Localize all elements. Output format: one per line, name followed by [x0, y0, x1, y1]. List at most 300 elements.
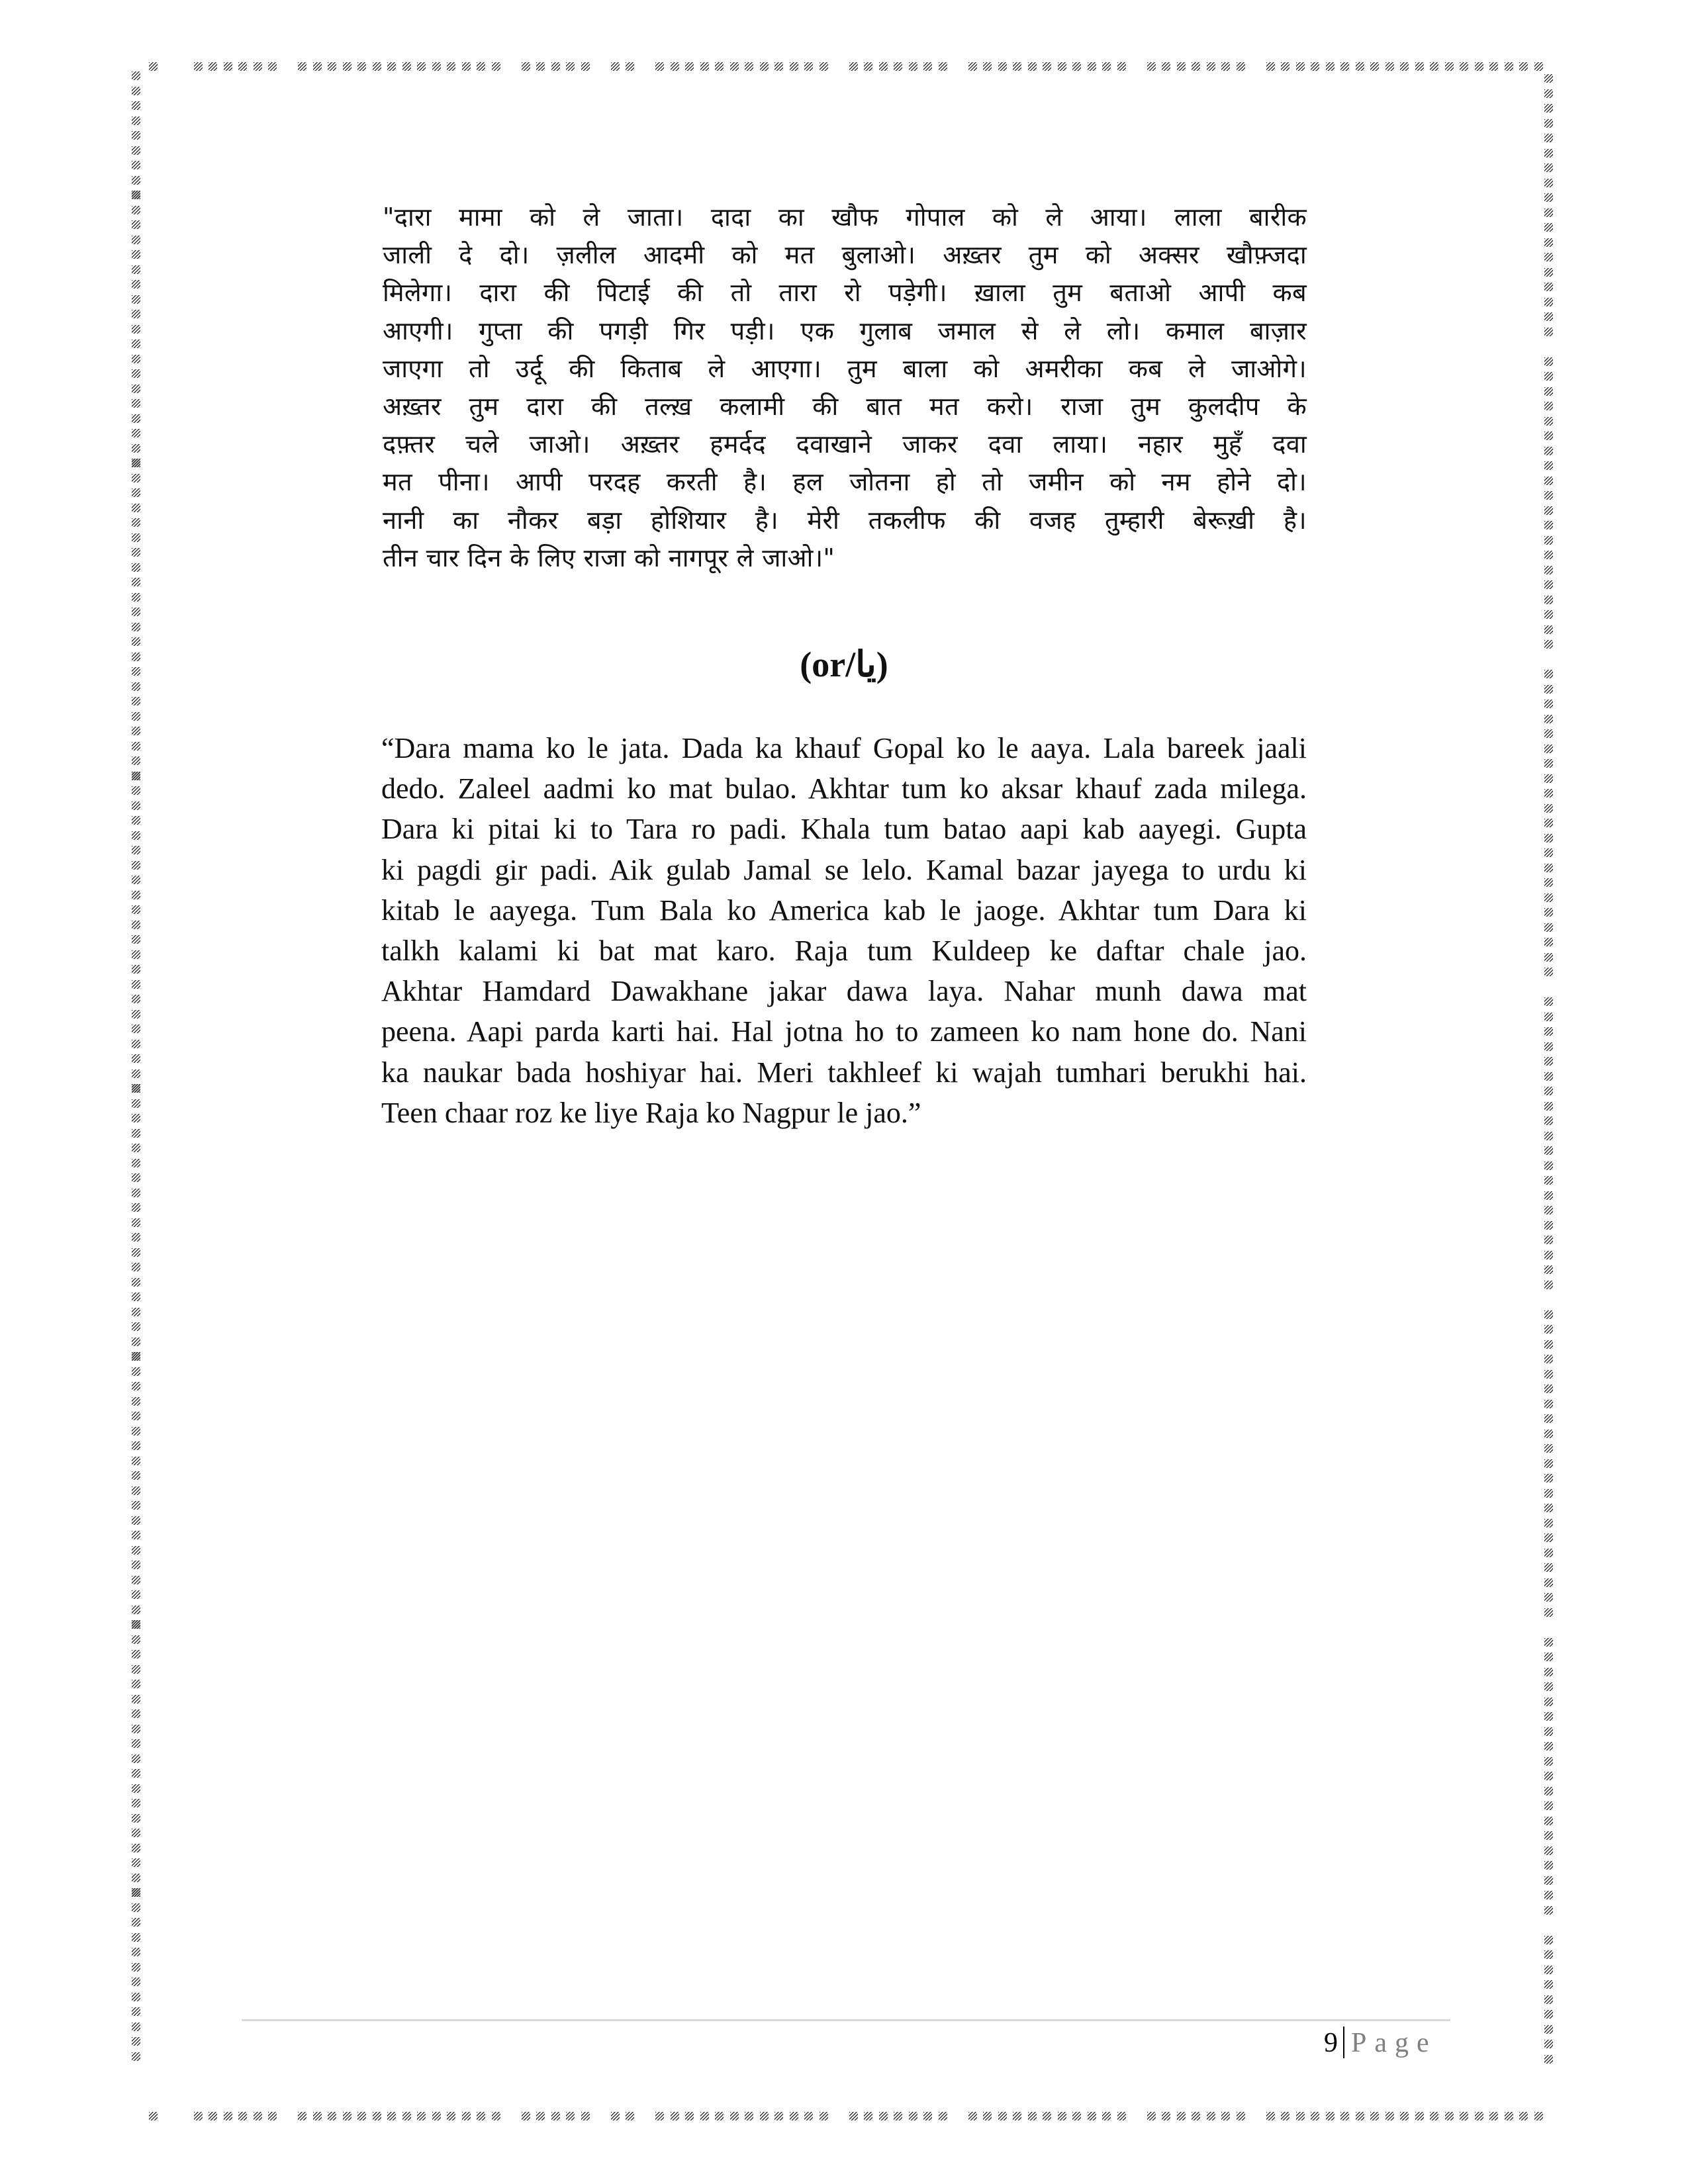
border-mark-icon	[641, 2112, 649, 2120]
border-mark-icon	[132, 236, 140, 244]
border-mark-icon	[132, 459, 140, 467]
border-mark-icon	[1102, 62, 1111, 71]
english-line: talkh kalami ki bat mat karo. Raja tum Kuldeep ke daftar chale jao.	[381, 934, 1307, 967]
border-mark-icon	[132, 1933, 140, 1942]
border-mark-icon	[1544, 238, 1553, 247]
border-mark-icon	[968, 2112, 977, 2120]
border-mark-icon	[132, 1993, 140, 2001]
border-mark-icon	[1544, 1504, 1553, 1512]
border-mark-icon	[1544, 1474, 1553, 1482]
border-mark-icon	[1192, 2112, 1200, 2120]
border-mark-icon	[1326, 62, 1335, 71]
border-mark-icon	[1544, 729, 1553, 738]
border-mark-icon	[611, 62, 620, 71]
border-mark-icon	[132, 905, 140, 914]
border-mark-icon	[1266, 62, 1275, 71]
border-mark-icon	[1544, 1057, 1553, 1066]
border-mark-icon	[581, 62, 590, 71]
border-mark-icon	[132, 593, 140, 602]
border-mark-icon	[132, 1040, 140, 1048]
border-mark-icon	[387, 62, 396, 71]
border-mark-icon	[132, 1784, 140, 1793]
border-mark-icon	[132, 1695, 140, 1704]
border-mark-icon	[1544, 983, 1553, 991]
border-mark-icon	[194, 62, 203, 71]
border-mark-icon	[1544, 298, 1553, 306]
border-mark-icon	[373, 2112, 381, 2120]
border-mark-icon	[1544, 1325, 1553, 1334]
border-mark-icon	[1544, 268, 1553, 277]
border-mark-icon	[1544, 1236, 1553, 1244]
border-mark-icon	[655, 62, 664, 71]
border-mark-icon	[132, 191, 140, 199]
border-mark-icon	[132, 1948, 140, 1956]
border-mark-icon	[132, 816, 140, 825]
border-mark-icon	[132, 1010, 140, 1019]
border-mark-icon	[132, 87, 140, 95]
english-line: ki pagdi gir padi. Aik gulab Jamal se lelo. Kamal bazar jayega to urdu ki	[381, 853, 1307, 886]
border-mark-icon	[447, 2112, 455, 2120]
border-mark-icon	[132, 2007, 140, 2016]
border-mark-icon	[132, 712, 140, 721]
border-mark-icon	[132, 1248, 140, 1257]
border-mark-icon	[132, 1754, 140, 1763]
border-mark-icon	[132, 280, 140, 289]
border-mark-icon	[179, 62, 187, 71]
border-mark-icon	[1544, 1459, 1553, 1468]
border-mark-icon	[1544, 908, 1553, 917]
hindi-line: जाएगा तो उर्दू की किताब ले आएगा। तुम बाला को अमरीका कब ले जाओगे।	[383, 353, 1307, 383]
border-mark-icon	[1544, 893, 1553, 902]
border-mark-icon	[1544, 1638, 1553, 1647]
border-mark-icon	[1544, 759, 1553, 768]
border-mark-icon	[328, 2112, 336, 2120]
border-mark-icon	[1519, 62, 1528, 71]
border-mark-icon	[715, 2112, 724, 2120]
border-mark-icon	[1544, 163, 1553, 172]
border-mark-icon	[774, 62, 783, 71]
border-mark-icon	[1415, 2112, 1424, 2120]
border-mark-icon	[132, 1293, 140, 1301]
border-mark-icon	[132, 1338, 140, 1346]
border-mark-icon	[1544, 1623, 1553, 1631]
border-mark-icon	[1221, 62, 1230, 71]
border-mark-icon	[1102, 2112, 1111, 2120]
border-mark-icon	[760, 62, 769, 71]
border-mark-icon	[238, 62, 247, 71]
border-mark-icon	[132, 429, 140, 437]
border-mark-icon	[655, 2112, 664, 2120]
border-mark-icon	[1281, 2112, 1289, 2120]
border-mark-icon	[1544, 417, 1553, 426]
border-mark-icon	[1311, 2112, 1319, 2120]
border-mark-icon	[132, 504, 140, 512]
border-mark-icon	[209, 2112, 217, 2120]
border-mark-icon	[1544, 1102, 1553, 1111]
border-mark-icon	[1544, 774, 1553, 783]
border-mark-icon	[132, 1590, 140, 1599]
border-mark-icon	[1544, 342, 1553, 351]
border-mark-icon	[939, 62, 947, 71]
hindi-line: आएगी। गुप्ता की पगड़ी गिर पड़ी। एक गुलाब जमाल से ले लो। कमाल बाज़ार	[383, 316, 1307, 345]
border-mark-icon	[1544, 461, 1553, 470]
border-mark-icon	[268, 2112, 277, 2120]
border-mark-icon	[1544, 1772, 1553, 1780]
border-mark-icon	[1356, 2112, 1364, 2120]
border-mark-icon	[132, 518, 140, 527]
border-mark-icon	[1544, 1891, 1553, 1899]
border-mark-icon	[1326, 2112, 1335, 2120]
border-mark-icon	[1544, 1414, 1553, 1423]
border-mark-icon	[1544, 1221, 1553, 1230]
border-mark-icon	[1237, 62, 1245, 71]
border-mark-icon	[685, 62, 694, 71]
border-mark-icon	[132, 220, 140, 229]
page-border-bottom	[149, 2112, 1549, 2121]
english-line: Dara ki pitai ki to Tara ro padi. Khala tum batao aapi kab aayegi. Gupta	[381, 813, 1307, 846]
border-mark-icon	[700, 2112, 709, 2120]
border-mark-icon	[1544, 1757, 1553, 1766]
border-mark-icon	[1385, 2112, 1394, 2120]
border-mark-icon	[164, 62, 173, 71]
border-mark-icon	[551, 62, 560, 71]
border-mark-icon	[671, 62, 679, 71]
border-mark-icon	[1400, 2112, 1409, 2120]
border-mark-icon	[1544, 1444, 1553, 1453]
border-mark-icon	[1147, 62, 1156, 71]
border-mark-icon	[1544, 2055, 1553, 2064]
border-mark-icon	[132, 250, 140, 259]
border-mark-icon	[1544, 789, 1553, 797]
border-mark-icon	[283, 2112, 292, 2120]
border-mark-icon	[132, 1233, 140, 1242]
border-mark-icon	[506, 62, 515, 71]
border-mark-icon	[998, 2112, 1007, 2120]
border-mark-icon	[1544, 2025, 1553, 2034]
border-mark-icon	[1370, 62, 1379, 71]
border-mark-icon	[804, 2112, 813, 2120]
border-mark-icon	[462, 62, 471, 71]
border-mark-icon	[462, 2112, 471, 2120]
border-mark-icon	[402, 2112, 411, 2120]
border-mark-icon	[1544, 1161, 1553, 1170]
border-mark-icon	[1544, 1831, 1553, 1840]
hindi-paragraph	[383, 199, 1307, 577]
border-mark-icon	[132, 1173, 140, 1182]
border-mark-icon	[132, 474, 140, 482]
border-mark-icon	[254, 62, 262, 71]
border-mark-icon	[132, 891, 140, 899]
border-mark-icon	[132, 2052, 140, 2061]
border-mark-icon	[611, 2112, 620, 2120]
border-mark-icon	[1544, 1132, 1553, 1140]
border-mark-icon	[132, 1486, 140, 1495]
border-mark-icon	[1445, 62, 1454, 71]
border-mark-icon	[132, 1099, 140, 1108]
border-mark-icon	[1534, 2112, 1543, 2120]
border-mark-icon	[132, 1874, 140, 1882]
border-mark-icon	[1544, 1116, 1553, 1125]
border-mark-icon	[1058, 62, 1066, 71]
border-mark-icon	[132, 935, 140, 944]
border-mark-icon	[132, 533, 140, 542]
border-mark-icon	[1544, 1563, 1553, 1572]
border-mark-icon	[132, 414, 140, 423]
border-mark-icon	[179, 2112, 187, 2120]
border-mark-icon	[894, 62, 902, 71]
border-mark-icon	[1088, 62, 1096, 71]
border-mark-icon	[1544, 1608, 1553, 1617]
border-mark-icon	[1162, 62, 1170, 71]
border-mark-icon	[1544, 1295, 1553, 1304]
border-mark-icon	[1207, 62, 1215, 71]
border-mark-icon	[939, 2112, 947, 2120]
border-mark-icon	[1544, 1013, 1553, 1021]
border-mark-icon	[132, 756, 140, 765]
border-mark-icon	[1544, 223, 1553, 232]
border-mark-icon	[983, 62, 992, 71]
border-mark-icon	[834, 2112, 843, 2120]
border-mark-icon	[1544, 1578, 1553, 1587]
border-mark-icon	[132, 1427, 140, 1435]
border-mark-icon	[1544, 1206, 1553, 1214]
border-mark-icon	[1544, 566, 1553, 574]
border-mark-icon	[132, 1844, 140, 1852]
border-mark-icon	[132, 995, 140, 1003]
border-mark-icon	[879, 2112, 888, 2120]
border-mark-icon	[804, 62, 813, 71]
border-mark-icon	[1544, 580, 1553, 589]
page-label: Page	[1351, 2028, 1437, 2058]
border-mark-icon	[1544, 74, 1553, 83]
border-mark-icon	[417, 2112, 426, 2120]
border-mark-icon	[492, 2112, 500, 2120]
border-mark-icon	[313, 2112, 322, 2120]
border-mark-icon	[1544, 149, 1553, 158]
border-mark-icon	[132, 1620, 140, 1629]
border-mark-icon	[1505, 62, 1513, 71]
border-mark-icon	[522, 62, 530, 71]
border-mark-icon	[522, 2112, 530, 2120]
hindi-line: तीन चार दिन के लिए राजा को नागपूर ले जाओ।"	[383, 543, 835, 572]
border-mark-icon	[132, 265, 140, 274]
border-mark-icon	[1544, 1385, 1553, 1393]
border-mark-icon	[132, 1367, 140, 1376]
english-line: kitab le aayega. Tum Bala ko America kab le jaoge. Akhtar tum Dara ki	[381, 893, 1307, 927]
border-mark-icon	[132, 1159, 140, 1167]
border-mark-icon	[1544, 312, 1553, 321]
border-mark-icon	[132, 1546, 140, 1555]
border-mark-icon	[1544, 119, 1553, 128]
border-mark-icon	[923, 2112, 932, 2120]
border-mark-icon	[953, 62, 962, 71]
border-mark-icon	[909, 2112, 917, 2120]
border-mark-icon	[1544, 1906, 1553, 1915]
border-mark-icon	[132, 310, 140, 318]
border-mark-icon	[1544, 625, 1553, 634]
border-mark-icon	[1544, 1191, 1553, 1200]
page-footer	[1324, 2026, 1437, 2059]
border-mark-icon	[1013, 2112, 1021, 2120]
border-mark-icon	[1544, 1072, 1553, 1081]
border-mark-icon	[879, 62, 888, 71]
border-mark-icon	[1177, 62, 1186, 71]
border-mark-icon	[909, 62, 917, 71]
border-mark-icon	[1147, 2112, 1156, 2120]
border-mark-icon	[1043, 2112, 1051, 2120]
border-mark-icon	[536, 2112, 545, 2120]
border-mark-icon	[132, 1739, 140, 1748]
border-mark-icon	[1544, 968, 1553, 976]
border-mark-icon	[1028, 2112, 1037, 2120]
border-mark-icon	[1281, 62, 1289, 71]
border-mark-icon	[820, 62, 828, 71]
border-mark-icon	[132, 623, 140, 631]
border-mark-icon	[432, 2112, 441, 2120]
border-mark-icon	[132, 965, 140, 974]
or-separator: (or/یا)	[800, 645, 888, 684]
border-mark-icon	[1544, 997, 1553, 1006]
border-mark-icon	[1544, 1698, 1553, 1706]
border-mark-icon	[1544, 923, 1553, 932]
border-mark-icon	[1544, 700, 1553, 708]
border-mark-icon	[132, 325, 140, 334]
border-mark-icon	[1544, 1251, 1553, 1259]
english-line: peena. Aapi parda karti hai. Hal jotna ho to zameen ko nam hone do. Nani	[381, 1015, 1307, 1048]
border-mark-icon	[132, 1024, 140, 1033]
border-mark-icon	[864, 2112, 872, 2120]
border-mark-icon	[1415, 62, 1424, 71]
border-mark-icon	[373, 62, 381, 71]
border-mark-icon	[254, 2112, 262, 2120]
border-mark-icon	[328, 62, 336, 71]
border-mark-icon	[149, 62, 158, 71]
border-mark-icon	[864, 62, 872, 71]
border-mark-icon	[132, 1278, 140, 1287]
border-mark-icon	[132, 1501, 140, 1510]
border-mark-icon	[477, 62, 485, 71]
border-mark-icon	[132, 861, 140, 870]
border-mark-icon	[1544, 1787, 1553, 1796]
border-mark-icon	[132, 846, 140, 854]
border-mark-icon	[849, 62, 858, 71]
border-mark-icon	[1544, 953, 1553, 962]
border-mark-icon	[132, 369, 140, 378]
border-mark-icon	[1544, 1519, 1553, 1527]
border-mark-icon	[923, 62, 932, 71]
border-mark-icon	[1534, 62, 1543, 71]
page-border-left	[132, 71, 141, 2067]
border-mark-icon	[1296, 2112, 1305, 2120]
border-mark-icon	[1544, 804, 1553, 813]
border-mark-icon	[1430, 62, 1438, 71]
border-mark-icon	[1489, 2112, 1498, 2120]
border-mark-icon	[132, 1322, 140, 1331]
border-mark-icon	[132, 1963, 140, 1972]
border-mark-icon	[1489, 62, 1498, 71]
border-mark-icon	[132, 921, 140, 929]
border-mark-icon	[1544, 179, 1553, 187]
border-mark-icon	[1117, 62, 1126, 71]
border-mark-icon	[1177, 2112, 1186, 2120]
border-mark-icon	[1370, 2112, 1379, 2120]
border-mark-icon	[132, 146, 140, 155]
footer-divider	[242, 2019, 1450, 2021]
border-mark-icon	[132, 980, 140, 989]
border-mark-icon	[1544, 1936, 1553, 1944]
border-mark-icon	[1519, 2112, 1528, 2120]
border-mark-icon	[790, 2112, 798, 2120]
border-mark-icon	[596, 2112, 604, 2120]
border-mark-icon	[1311, 62, 1319, 71]
border-mark-icon	[1340, 2112, 1349, 2120]
border-mark-icon	[1237, 2112, 1245, 2120]
border-mark-icon	[132, 1725, 140, 1733]
border-mark-icon	[1544, 1861, 1553, 1870]
border-mark-icon	[132, 876, 140, 884]
hindi-line: अख़्तर तुम दारा की तल्ख़ कलामी की बात मत करो। राजा तुम कुलदीप के	[383, 391, 1307, 421]
border-mark-icon	[1544, 834, 1553, 842]
border-mark-icon	[313, 62, 322, 71]
border-mark-icon	[536, 62, 545, 71]
border-mark-icon	[357, 2112, 366, 2120]
border-mark-icon	[1544, 864, 1553, 872]
border-mark-icon	[132, 1263, 140, 1271]
english-line: dedo. Zaleel aadmi ko mat bulao. Akhtar tum ko aksar khauf zada milega.	[381, 772, 1307, 805]
border-mark-icon	[132, 1114, 140, 1122]
border-mark-icon	[1430, 2112, 1438, 2120]
border-mark-icon	[132, 488, 140, 497]
border-mark-icon	[1544, 1668, 1553, 1676]
border-mark-icon	[132, 772, 140, 780]
border-mark-icon	[1544, 372, 1553, 381]
border-mark-icon	[1544, 1653, 1553, 1661]
border-mark-icon	[132, 340, 140, 348]
border-mark-icon	[132, 1918, 140, 1927]
border-mark-icon	[132, 1709, 140, 1718]
border-mark-icon	[849, 2112, 858, 2120]
border-mark-icon	[1544, 1489, 1553, 1498]
border-mark-icon	[1544, 1430, 1553, 1438]
border-mark-icon	[1058, 2112, 1066, 2120]
border-mark-icon	[1544, 1727, 1553, 1736]
border-mark-icon	[1544, 89, 1553, 98]
border-mark-icon	[1251, 2112, 1260, 2120]
border-mark-icon	[132, 161, 140, 169]
border-mark-icon	[132, 831, 140, 840]
border-mark-icon	[1132, 2112, 1141, 2120]
border-mark-icon	[790, 62, 798, 71]
border-mark-icon	[132, 1189, 140, 1197]
border-mark-icon	[132, 385, 140, 393]
border-mark-icon	[1544, 1817, 1553, 1825]
border-mark-icon	[1445, 2112, 1454, 2120]
border-mark-icon	[1544, 1310, 1553, 1319]
border-mark-icon	[1544, 1876, 1553, 1885]
border-mark-icon	[447, 62, 455, 71]
border-mark-icon	[1544, 477, 1553, 485]
border-mark-icon	[1544, 1042, 1553, 1051]
border-mark-icon	[132, 1129, 140, 1138]
border-mark-icon	[1544, 536, 1553, 545]
border-mark-icon	[894, 2112, 902, 2120]
border-mark-icon	[1544, 2040, 1553, 2048]
border-mark-icon	[132, 101, 140, 110]
border-mark-icon	[1356, 62, 1364, 71]
border-mark-icon	[1544, 1801, 1553, 1810]
border-mark-icon	[1544, 551, 1553, 559]
border-mark-icon	[132, 1516, 140, 1525]
